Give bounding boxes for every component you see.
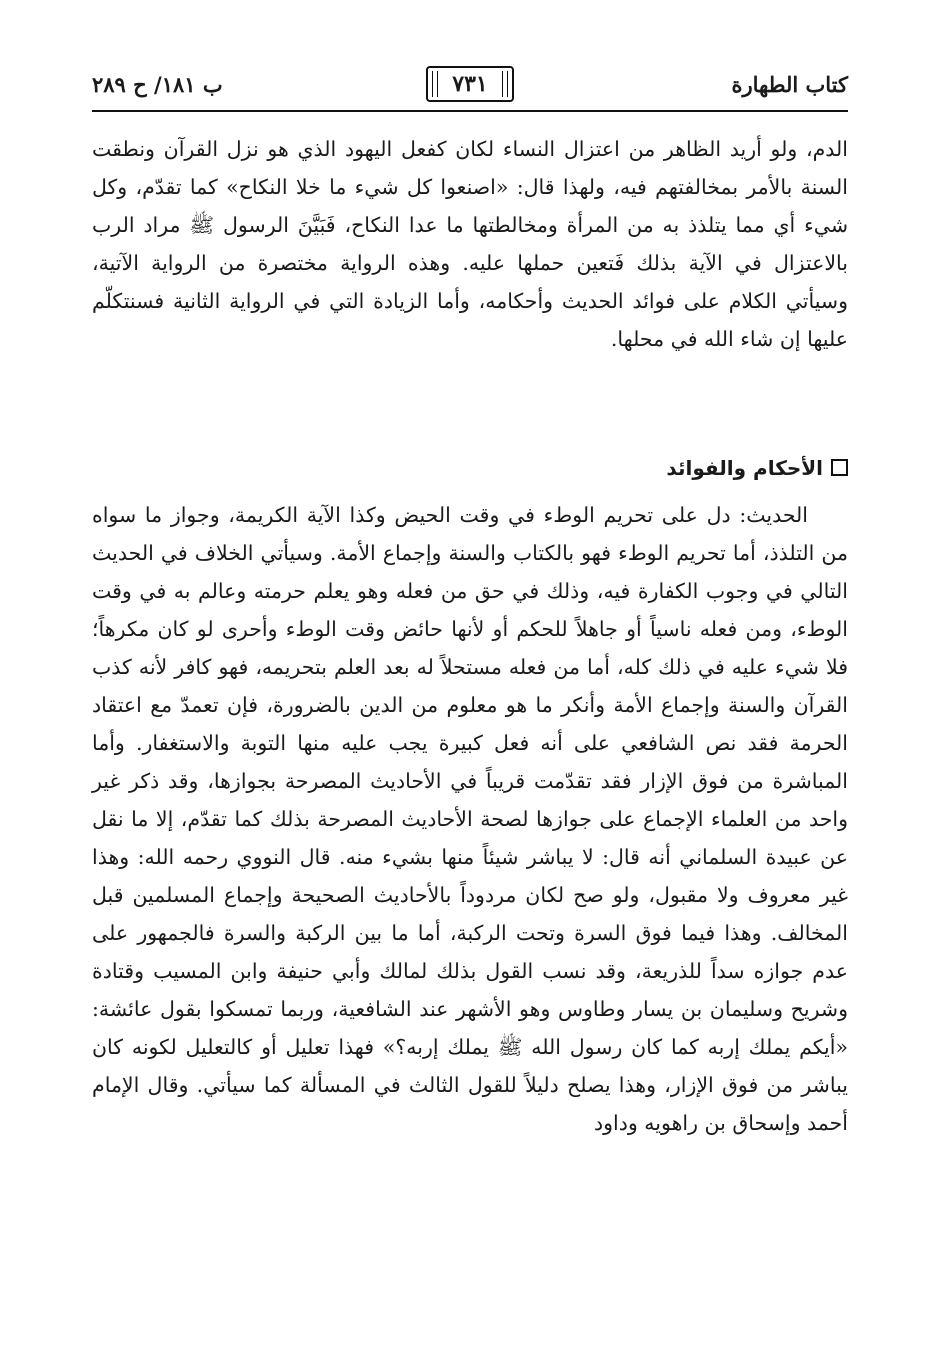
page-header: [92, 66, 848, 104]
section-heading: [92, 452, 848, 484]
chapter-reference: ب ١٨١/ ح ٢٨٩: [92, 72, 223, 97]
book-title: كتاب الطهارة: [731, 72, 848, 97]
page-number: ٧٣١: [426, 66, 514, 102]
header-divider: [92, 110, 848, 112]
paragraph-1: الدم، ولو أريد الظاهر من اعتزال النساء لكان كفعل اليهود الذي هو نزل القرآن ونطقت السنة بالأمر بمخالفتهم فيه، ولهذا قال: «اصنعوا كل شيء ما خلا النكاح» كما تقدّم، وكل شيء أي مما يتلذذ به من المرأة ومخالطتها ما عدا النكاح، فَبَيَّنَ الرسول ﷺ مراد الرب بالاعتزال في الآية بذلك فَتعين حملها عليه. وهذه الرواية مختصرة من الرواية الآتية، وسيأتي الكلام على فوائد الحديث وأحكامه، وأما الزيادة التي في الرواية الثانية فسنتكلّم عليها إن شاء الله في محلها.: [92, 137, 848, 351]
square-bullet-icon: [831, 459, 848, 476]
section-heading-text: الأحكام والفوائد: [666, 456, 823, 480]
paragraph-2: الحديث: دل على تحريم الوطء في وقت الحيض وكذا الآية الكريمة، وجواز ما سواه من التلذذ، أما تحريم الوطء فهو بالكتاب والسنة وإجماع الأمة. وسيأتي الخلاف في الحديث التالي في وجوب الكفارة فيه، وذلك في حق من فعله وهو يعلم حرمته وعالم به في وقت الوطء، ومن فعله ناسياً أو جاهلاً للحكم أو لأنها حائض وقت الوطء وأحرى لو كان مكرهاً؛ فلا شيء عليه في ذلك كله، أما من فعله مستحلاً له بعد العلم بتحريمه، فهو كافر لأنه كذب القرآن والسنة وإجماع الأمة وأنكر ما هو معلوم من الدين بالضرورة، فإن تعمدّ مع اعتقاد الحرمة فقد نص الشافعي على أنه فعل كبيرة يجب عليه منها التوبة والاستغفار. وأما المباشرة من فوق الإزار فقد تقدّمت قريباً في الأحاديث المصرحة بجوازها، وقد ذكر غير واحد من العلماء الإجماع على جوازها لصحة الأحاديث المصرحة بذلك كما تقدّم، إلا ما نقل عن عبيدة السلماني أنه قال: لا يباشر شيئاً منها بشيء منه. قال النووي رحمه الله: وهذا غير معروف ولا مقبول، ولو صح لكان مردوداً بالأحاديث الصحيحة وإجماع المسلمين قبل المخالف. وهذا فيما فوق السرة وتحت الركبة، أما ما بين الركبة والسرة فالجمهور على عدم جوازه سداً للذريعة، وقد نسب القول بذلك لمالك وأبي حنيفة وابن المسيب وقتادة وشريح وسليمان بن يسار وطاوس وهو الأشهر عند الشافعية، وربما تمسكوا بقول عائشة: «أيكم يملك إربه كما كان رسول الله ﷺ يملك إربه؟» فهذا تعليل أو كالتعليل لكونه كان يباشر من فوق الإزار، وهذا يصلح دليلاً للقول الثالث في المسألة كما سيأتي. وقال الإمام أحمد وإسحاق بن راهويه وداود: [92, 503, 848, 1135]
